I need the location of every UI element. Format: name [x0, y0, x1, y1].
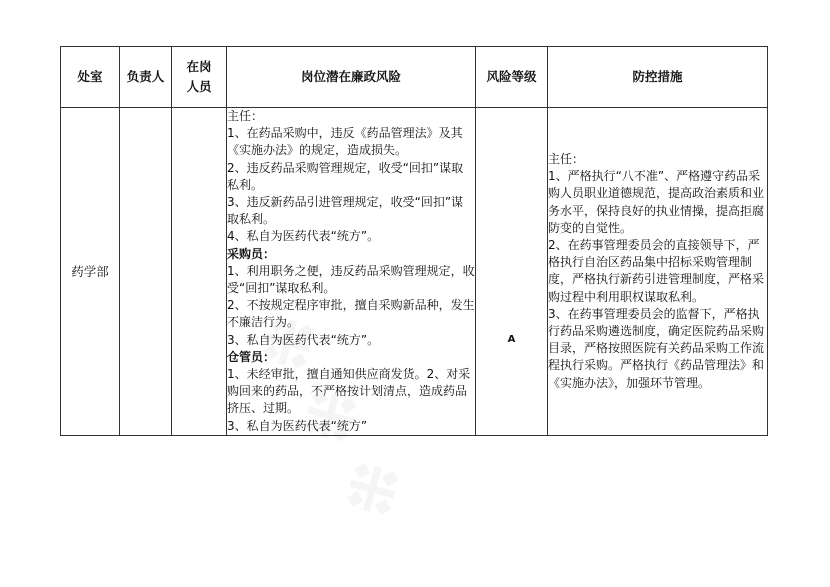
header-row: [61, 47, 768, 108]
risk-item: 1、利用职务之便，违反药品采购管理规定，收受“回扣”谋取私利。: [227, 263, 475, 296]
risk-table: [60, 46, 768, 436]
measure-item: 3、在药事管理委员会的监督下，严格执行药品采购遴选制度，确定医院药品采购目录，严格按照医院有关药品采购工作流程执行采购。严格执行《药品管理法》和《实施办法》，加强环节管理。: [548, 306, 765, 390]
measures-title: 主任：: [548, 152, 585, 166]
risk-section-title: 仓管员：: [227, 349, 276, 364]
risk-item: 3、私自为医药代表“统方”: [227, 418, 368, 433]
risk-level-value: A: [507, 334, 516, 346]
risk-item: 4、私自为医药代表“统方”。: [227, 229, 380, 244]
risk-item: 3、违反新药品引进管理规定，收受“回扣”谋取私利。: [227, 195, 464, 227]
header-staff-label: 在岗人员: [186, 59, 212, 94]
table-row: [61, 108, 768, 436]
measure-item: 1、严格执行“八不准”、严格遵守药品采购人员职业道德规范，提高政治素质和业务水平，保持良好的执业情操，提高拒腐防变的自觉性。: [548, 169, 765, 235]
cell-measures: [548, 108, 768, 436]
risk-item: 2、违反药品采购管理规定，收受“回扣”谋取私利。: [227, 160, 464, 192]
cell-staff: [172, 108, 227, 436]
risk-item: 2、不按规定程序审批，擅自采购新品种，发生不廉洁行为。: [227, 298, 475, 330]
header-level: 风险等级: [476, 47, 548, 108]
risk-item: 1、未经审批，擅自通知供应商发货。2、对采购回来的药品，不严格按计划清点，造成药品挤压、过期。: [227, 367, 471, 416]
cell-level: [476, 108, 548, 436]
risk-item: 3、私自为医药代表“统方”。: [227, 332, 380, 347]
header-leader: 负责人: [120, 47, 172, 108]
header-risk: 岗位潜在廉政风险: [227, 47, 476, 108]
risk-section-title: 主任：: [227, 109, 264, 123]
risk-section-title: 采购员：: [227, 246, 276, 261]
measure-item: 2、在药事管理委员会的直接领导下，严格执行自治区药品集中招标采购管理制度，严格执行新药引进管理制度，严格采购过程中利用职权谋取私利。: [548, 238, 765, 304]
cell-dept: 药学部: [61, 108, 120, 436]
header-dept: 处室: [61, 47, 120, 108]
cell-leader: [120, 108, 172, 436]
cell-risks: [227, 108, 476, 436]
header-staff: [172, 47, 227, 108]
risk-item: 1、在药品采购中，违反《药品管理法》及其《实施办法》的规定，造成损失。: [227, 126, 463, 158]
header-measures: 防控措施: [548, 47, 768, 108]
